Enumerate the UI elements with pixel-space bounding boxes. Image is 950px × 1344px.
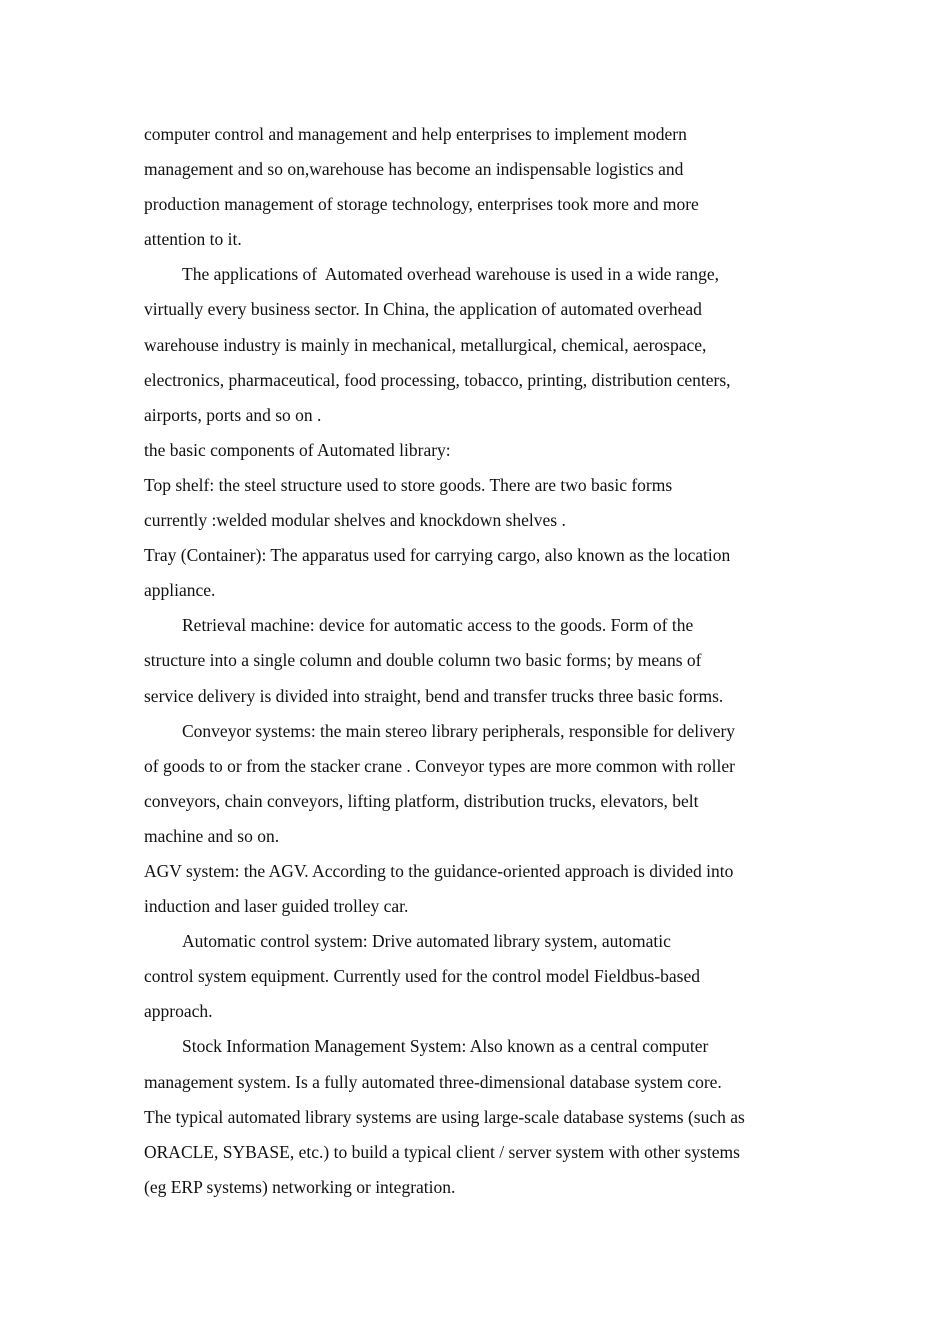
text-line: control system equipment. Currently used for the control model Fieldbus-based [144, 966, 701, 987]
text-line: induction and laser guided trolley car. [144, 896, 409, 917]
text-line: (eg ERP systems) networking or integration. [144, 1176, 456, 1197]
text-line: The applications of Automated overhead warehouse is used in a wide range, [182, 264, 719, 285]
text-line: Top shelf: the steel structure used to store goods. There are two basic forms [144, 474, 673, 495]
text-line: Tray (Container): The apparatus used for carrying cargo, also known as the location [144, 545, 731, 566]
text-line: The typical automated library systems are using large-scale database systems (such as [144, 1106, 745, 1127]
text-line: management and so on,warehouse has become an indispensable logistics and [144, 159, 684, 180]
text-line: Stock Information Management System: Also known as a central computer [182, 1036, 709, 1057]
text-line: computer control and management and help enterprises to implement modern [144, 124, 687, 144]
text-line: of goods to or from the stacker crane . Conveyor types are more common with roller [144, 755, 735, 776]
text-line: approach. [144, 1001, 213, 1022]
text-line: machine and so on. [144, 825, 280, 846]
text-line: warehouse industry is mainly in mechanical, metallurgical, chemical, aerospace, [144, 334, 707, 355]
document-body [144, 117, 824, 1205]
text-line: AGV system: the AGV. According to the guidance-oriented approach is divided into [144, 860, 734, 881]
text-line: ORACLE, SYBASE, etc.) to build a typical client / server system with other systems [144, 1141, 740, 1162]
text-line: structure into a single column and double column two basic forms; by means of [144, 650, 702, 671]
text-line: conveyors, chain conveyors, lifting platform, distribution trucks, elevators, belt [144, 790, 699, 811]
text-line: service delivery is divided into straight, bend and transfer trucks three basic forms. [144, 685, 724, 706]
text-line: Automatic control system: Drive automated library system, automatic [182, 931, 671, 952]
text-line: currently :welded modular shelves and knockdown shelves . [144, 510, 566, 531]
text-line: the basic components of Automated library: [144, 439, 451, 460]
text-line: Retrieval machine: device for automatic access to the goods. Form of the [182, 615, 694, 636]
text-line: virtually every business sector. In China, the application of automated overhead [144, 299, 702, 320]
text-line: electronics, pharmaceutical, food processing, tobacco, printing, distribution centers, [144, 369, 731, 390]
text-line: management system. Is a fully automated three-dimensional database system core. [144, 1071, 722, 1092]
text-line: attention to it. [144, 229, 242, 250]
text-line: appliance. [144, 580, 216, 601]
text-line: production management of storage technology, enterprises took more and more [144, 194, 699, 215]
text-line: Conveyor systems: the main stereo library peripherals, responsible for delivery [182, 720, 736, 741]
text-line: airports, ports and so on . [144, 404, 322, 425]
